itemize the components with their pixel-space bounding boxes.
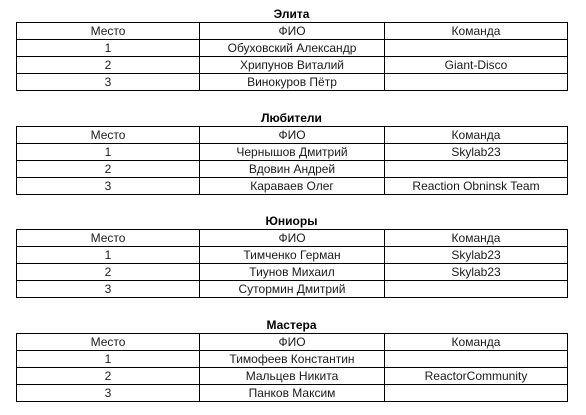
table-row [17, 351, 568, 368]
table-row [17, 161, 568, 178]
cell-team [385, 385, 568, 402]
table-row [17, 247, 568, 264]
table-row [17, 264, 568, 281]
results-table [16, 229, 568, 298]
header-team: Команда [385, 23, 568, 40]
results-table [16, 22, 568, 91]
cell-team [385, 40, 568, 57]
cell-team: Skylab23 [385, 264, 568, 281]
section-amateurs [16, 110, 567, 195]
cell-team [385, 74, 568, 91]
table-row [17, 74, 568, 91]
section-title: Любители [261, 111, 322, 125]
section-juniors [16, 213, 567, 298]
cell-team: Giant-Disco [385, 57, 568, 74]
cell-place: 2 [17, 368, 200, 385]
cell-team: ReactorCommunity [385, 368, 568, 385]
cell-place: 3 [17, 385, 200, 402]
cell-place: 2 [17, 161, 200, 178]
cell-place: 1 [17, 144, 200, 161]
table-row [17, 57, 568, 74]
table-header-row [17, 23, 568, 40]
table-row [17, 144, 568, 161]
table-row [17, 385, 568, 402]
cell-name: Панков Максим [200, 385, 385, 402]
cell-place: 1 [17, 247, 200, 264]
header-name: ФИО [200, 23, 385, 40]
cell-name: Чернышов Дмитрий [200, 144, 385, 161]
cell-place: 1 [17, 351, 200, 368]
cell-name: Обуховский Александр [200, 40, 385, 57]
table-row [17, 40, 568, 57]
header-place: Место [17, 334, 200, 351]
header-name: ФИО [200, 127, 385, 144]
cell-name: Тиунов Михаил [200, 264, 385, 281]
table-header-row [17, 230, 568, 247]
cell-place: 3 [17, 178, 200, 195]
header-place: Место [17, 23, 200, 40]
cell-name: Хрипунов Виталий [200, 57, 385, 74]
table-row [17, 368, 568, 385]
cell-name: Караваев Олег [200, 178, 385, 195]
cell-place: 1 [17, 40, 200, 57]
section-title: Юниоры [265, 214, 318, 228]
cell-place: 3 [17, 281, 200, 298]
header-name: ФИО [200, 334, 385, 351]
cell-name: Винокуров Пётр [200, 74, 385, 91]
cell-team [385, 281, 568, 298]
cell-place: 2 [17, 264, 200, 281]
table-header-row [17, 334, 568, 351]
cell-team [385, 161, 568, 178]
header-place: Место [17, 230, 200, 247]
cell-name: Сутормин Дмитрий [200, 281, 385, 298]
table-row [17, 281, 568, 298]
header-team: Команда [385, 230, 568, 247]
table-row [17, 178, 568, 195]
header-place: Место [17, 127, 200, 144]
cell-place: 3 [17, 74, 200, 91]
section-title: Элита [273, 7, 310, 21]
header-team: Команда [385, 127, 568, 144]
header-name: ФИО [200, 230, 385, 247]
cell-team: Skylab23 [385, 144, 568, 161]
cell-name: Мальцев Никита [200, 368, 385, 385]
cell-team: Reaction Obninsk Team [385, 178, 568, 195]
cell-team [385, 351, 568, 368]
cell-name: Тимофеев Константин [200, 351, 385, 368]
cell-team: Skylab23 [385, 247, 568, 264]
table-header-row [17, 127, 568, 144]
results-table [16, 333, 568, 402]
section-title: Мастера [266, 318, 317, 332]
section-masters [16, 317, 567, 402]
results-table [16, 126, 568, 195]
section-elite [16, 6, 567, 91]
header-team: Команда [385, 334, 568, 351]
cell-name: Тимченко Герман [200, 247, 385, 264]
cell-place: 2 [17, 57, 200, 74]
cell-name: Вдовин Андрей [200, 161, 385, 178]
